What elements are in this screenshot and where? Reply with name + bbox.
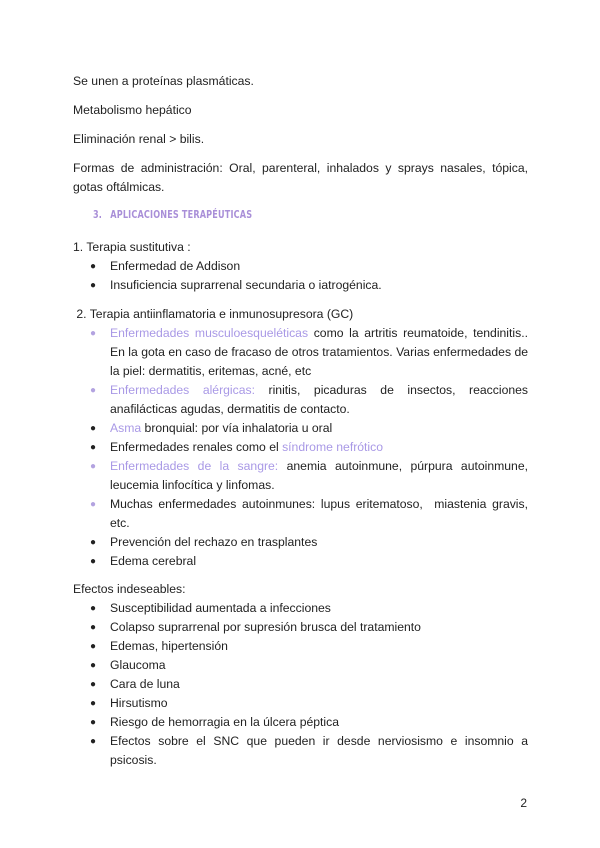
paragraph-hepatic-metabolism: Metabolismo hepático — [73, 103, 192, 117]
paragraph-administration-forms: Formas de administración: Oral, parenteral, inhalados y sprays nasales, tópica, gotas oftálmicas. — [73, 161, 528, 194]
section-title: APLICACIONES TERAPÉUTICAS — [110, 208, 253, 221]
list-item: ● Glaucoma — [88, 656, 528, 675]
page-number: 2 — [520, 796, 527, 810]
therapy2-title: 2. Terapia antiinflamatoria e inmunosupresora (GC) — [73, 307, 354, 321]
list-item: ● Asma bronquial: por vía inhalatoria u oral — [88, 419, 528, 438]
list-item: ● Enfermedades de la sangre: anemia autoinmune, púrpura autoinmune, leucemia linfocítica y linfomas. — [90, 459, 528, 492]
paragraph-plasma-proteins: Se unen a proteínas plasmáticas. — [73, 74, 254, 88]
list-item: ● Susceptibilidad aumentada a infecciones — [88, 599, 528, 618]
bullet-icon: ● — [90, 660, 97, 671]
list-item: ● Riesgo de hemorragia en la úlcera péptica — [88, 713, 528, 732]
bullet-icon: ● — [90, 442, 97, 453]
list-item: ● Cara de luna — [88, 675, 528, 694]
effects-list — [88, 599, 528, 770]
bullet-icon: ● — [90, 556, 97, 567]
bullet-icon: ● — [90, 537, 97, 548]
bullet-icon: ● — [90, 461, 97, 472]
list-item: ● Enfermedades musculoesqueléticas como la artritis reumatoide, tendinitis.. En la gota en caso de fracaso de otros tratamientos. Varias enfermedades de la piel: dermatitis, eritemas, acné, etc — [90, 326, 528, 378]
list-item: ● Efectos sobre el SNC que pueden ir desde nerviosismo e insomnio a psicosis. — [90, 734, 528, 767]
paragraph-renal-elimination: Eliminación renal > bilis. — [73, 132, 205, 146]
bullet-icon: ● — [90, 603, 97, 614]
section-number: 3. — [93, 208, 103, 221]
list-item: ● Muchas enfermedades autoinmunes: lupus eritematoso, miastenia gravis, etc. — [90, 497, 532, 530]
bullet-icon: ● — [90, 423, 97, 434]
list-item: ● Enfermedades alérgicas: rinitis, picaduras de insectos, reacciones anafilácticas agudas, dermatitis de contacto. — [90, 383, 528, 416]
list-item: ● Hirsutismo — [88, 694, 528, 713]
bullet-icon: ● — [90, 698, 97, 709]
bullet-icon: ● — [90, 717, 97, 728]
section-heading — [93, 208, 252, 221]
list-item: ● Colapso suprarrenal por supresión brusca del tratamiento — [88, 618, 528, 637]
effects-title: Efectos indeseables: — [73, 582, 186, 596]
list-item: ● Edemas, hipertensión — [88, 637, 528, 656]
bullet-icon: ● — [90, 641, 97, 652]
bullet-icon: ● — [90, 736, 97, 747]
list-item: ● Enfermedades renales como el síndrome nefrótico — [88, 438, 528, 457]
bullet-icon: ● — [90, 328, 97, 339]
bullet-icon: ● — [90, 622, 97, 633]
therapy2-list — [88, 324, 532, 571]
therapy1-title: 1. Terapia sustitutiva : — [73, 240, 191, 254]
therapy1-list — [88, 257, 528, 295]
bullet-icon: ● — [90, 280, 97, 291]
bullet-icon: ● — [90, 679, 97, 690]
list-item: ● Insuficiencia suprarrenal secundaria o iatrogénica. — [88, 276, 528, 295]
list-item: ● Enfermedad de Addison — [88, 257, 528, 276]
list-item: ● Edema cerebral — [88, 552, 528, 571]
bullet-icon: ● — [90, 261, 97, 272]
bullet-icon: ● — [90, 385, 97, 396]
bullet-icon: ● — [90, 499, 97, 510]
list-item: ● Prevención del rechazo en trasplantes — [88, 533, 528, 552]
